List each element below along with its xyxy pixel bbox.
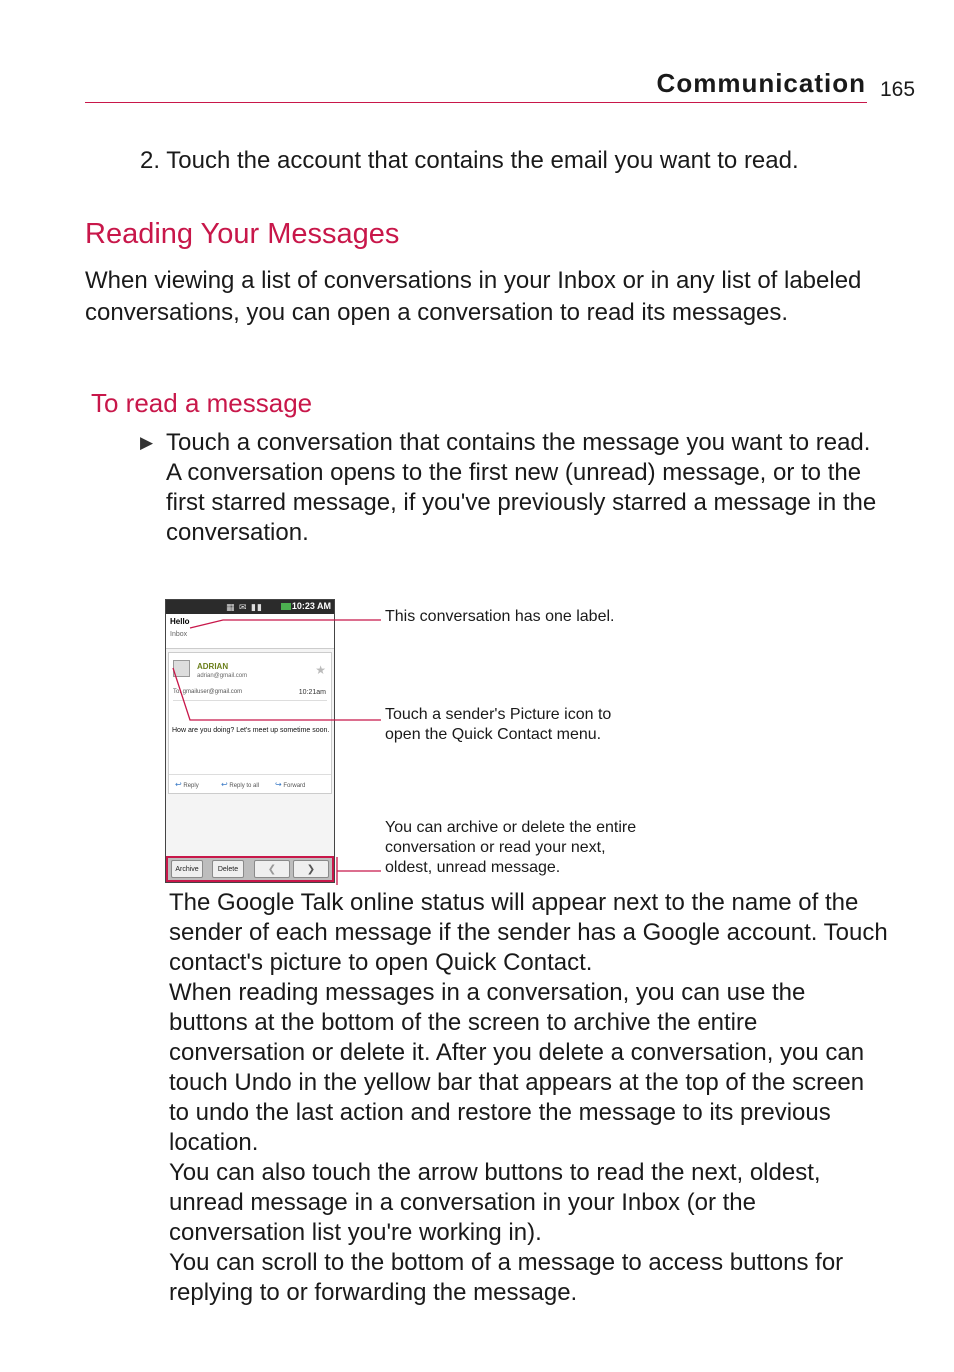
paragraph-archive-delete-start: When reading messages in a conversation, you can use the buttons at the bottom of the screen to archive the entire conversation or delete it. After you delete a conversation, you can touch — [169, 979, 865, 1096]
star-icon[interactable]: ★ — [315, 663, 326, 677]
sender-name: ADRIAN — [197, 662, 229, 671]
picture-callout-line — [173, 668, 381, 720]
message-time: 10:21am — [298, 689, 326, 696]
undo-term: Undo — [234, 1069, 292, 1096]
paragraph-arrow-buttons: You can also touch the arrow buttons to read the next, oldest, unread message in a conversation in your Inbox (or the conversation list you're working in). — [169, 1159, 821, 1246]
next-arrow-button[interactable]: ❯ — [293, 860, 329, 878]
callout-label: This conversation has one label. — [385, 608, 615, 625]
callout-archive: You can archive or delete the entire conversation or read your next, oldest, unread message. — [385, 819, 637, 876]
paragraph-archive-delete — [169, 978, 889, 1158]
message-body: How are you doing? Let's meet up sometime soon. — [172, 727, 330, 734]
bullet-line-2: A conversation opens to the first new (unread) message, or to the first starred message, if you've previously starred a message in the conversation. — [166, 459, 877, 546]
paragraph-scroll: You can scroll to the bottom of a message to access buttons for replying to or forwarding the message. — [169, 1249, 844, 1306]
subsection-title: To read a message — [91, 388, 313, 418]
label-callout-line — [190, 620, 381, 628]
sender-email: adrian@gmail.com — [197, 673, 248, 679]
status-time: 10:23 AM — [291, 601, 331, 611]
label-chip[interactable]: Inbox — [170, 631, 188, 638]
section-header: Communication — [656, 68, 866, 98]
paragraph-talk-status: The Google Talk online status will appear next to the name of the sender of each message if the sender has a Google account. Touch contact's picture to open Quick Contact. — [169, 889, 888, 976]
section-title: Reading Your Messages — [85, 218, 400, 250]
step-2-text: 2. Touch the account that contains the email you want to read. — [140, 147, 799, 174]
archive-button[interactable]: Archive — [171, 860, 203, 878]
message-subject: Hello — [170, 617, 190, 626]
paragraph-archive-delete-end: in the yellow bar that appears at the top of the screen to undo the last action and restore the message to its previous location. — [169, 1069, 865, 1156]
previous-arrow-button[interactable]: ❮ — [254, 860, 290, 878]
recipient-line: To: gmailuser@gmail.com — [173, 689, 243, 695]
reply-all-label: Reply to all — [229, 783, 260, 789]
intro-paragraph: When viewing a list of conversations in your Inbox or in any list of labeled conversations, you can open a conversation to read its messages. — [85, 267, 862, 326]
reply-all-icon: ↩ — [221, 780, 228, 789]
status-icons: ▦ ✉ ▮▮ — [226, 602, 263, 612]
bullet-arrow-icon: ▶ — [140, 433, 154, 452]
body-text — [169, 888, 889, 1308]
forward-label: Forward — [283, 783, 306, 789]
delete-button[interactable]: Delete — [212, 860, 244, 878]
bullet-line-1: Touch a conversation that contains the message you want to read. — [166, 429, 871, 456]
callout-picture: Touch a sender's Picture icon to open the Quick Contact menu. — [385, 706, 612, 743]
reply-label: Reply — [183, 783, 199, 789]
reply-icon: ↩ — [175, 780, 182, 789]
forward-icon: ↪ — [275, 780, 282, 789]
page-number: 165 — [880, 78, 916, 101]
